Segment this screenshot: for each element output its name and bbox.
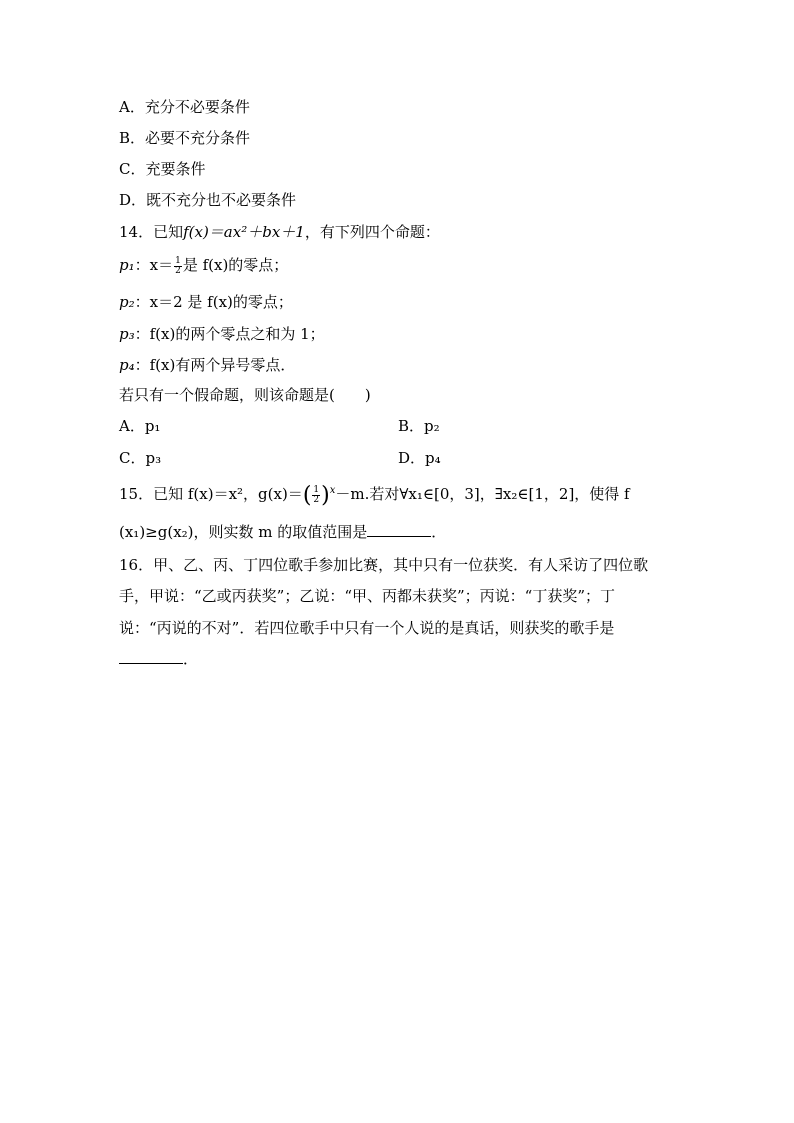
q15-exponent: x — [329, 485, 336, 496]
q14-question: 若只有一个假命题，则该命题是( ) — [119, 386, 371, 404]
q14-option-a: A．p₁ — [119, 417, 161, 435]
option-c: C．充要条件 — [119, 160, 206, 178]
q15-frac-num: 1 — [313, 484, 320, 495]
p4-label: p₄ — [119, 356, 135, 374]
option-a: A．充分不必要条件 — [119, 98, 250, 116]
q16-line4 — [119, 649, 198, 669]
q15-line2-b: ． — [431, 523, 447, 541]
q15-line1 — [119, 484, 630, 506]
q14-p3 — [119, 324, 325, 344]
q14-p4 — [119, 355, 295, 375]
q15-left-paren: ( — [302, 483, 312, 508]
option-b: B．必要不充分条件 — [119, 129, 251, 147]
p2-label: p₂ — [119, 293, 135, 311]
q15-line1-c: －m.若对∀x₁∈[0，3]，∃x₂∈[1，2]，使得 f — [335, 485, 630, 503]
p1-post: 是 f(x)的零点； — [182, 256, 289, 274]
q14-stem — [119, 222, 440, 242]
q14-func: f(x)＝ax²＋bx＋1 — [183, 223, 305, 241]
q14-option-c: C．p₃ — [119, 449, 162, 467]
q14-prefix: 14．已知 — [119, 223, 184, 241]
q14-p1 — [119, 255, 288, 276]
p1-pre: ：x＝ — [134, 256, 174, 274]
q15-right-paren: ) — [321, 483, 330, 508]
p3-text: ：f(x)的两个零点之和为 1； — [134, 325, 325, 343]
q16-answer-blank[interactable] — [119, 651, 183, 664]
q15-fraction — [312, 486, 320, 505]
q16-line2: 手，甲说：“乙或丙获奖”；乙说：“甲、丙都未获奖”；丙说：“丁获奖”；丁 — [119, 587, 616, 605]
q15-line1-a: 15．已知 f(x)＝x²，g(x)＝ — [119, 485, 303, 503]
q14-option-d: D．p₄ — [398, 449, 441, 467]
q16-line3: 说：“丙说的不对”．若四位歌手中只有一个人说的是真话，则获奖的歌手是 — [119, 619, 615, 637]
q15-answer-blank[interactable] — [367, 524, 431, 537]
q16-line1: 16．甲、乙、丙、丁四位歌手参加比赛，其中只有一位获奖．有人采访了四位歌 — [119, 556, 649, 574]
p3-label: p₃ — [119, 325, 135, 343]
p1-label: p₁ — [119, 256, 135, 274]
p2-text: ：x＝2 是 f(x)的零点； — [134, 293, 293, 311]
q14-suffix: ，有下列四个命题： — [304, 223, 440, 241]
q14-option-b: B．p₂ — [398, 417, 440, 435]
q15-frac-den: 2 — [313, 494, 320, 505]
q16-line4-end: ． — [183, 650, 199, 668]
q15-line2-a: (x₁)≥g(x₂)，则实数 m 的取值范围是 — [119, 523, 368, 541]
option-d: D．既不充分也不必要条件 — [119, 191, 297, 209]
p4-text: ：f(x)有两个异号零点． — [134, 356, 296, 374]
q15-line2 — [119, 522, 446, 542]
p1-fraction — [174, 257, 182, 276]
q14-p2 — [119, 292, 293, 312]
p1-frac-den: 2 — [175, 265, 181, 276]
p1-frac-num: 1 — [175, 255, 181, 266]
